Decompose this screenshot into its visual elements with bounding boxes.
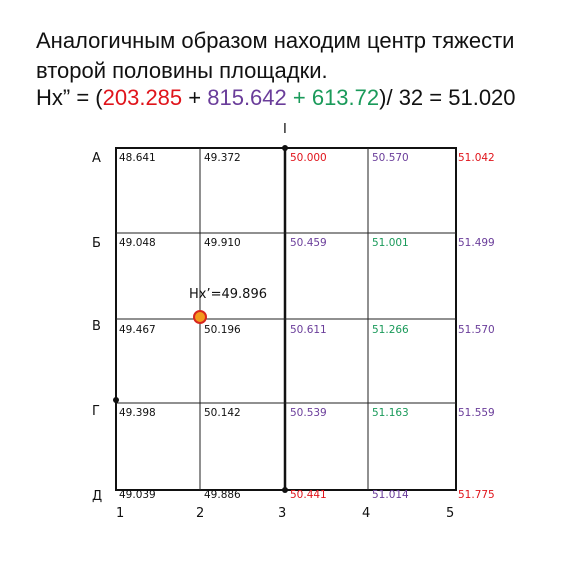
elevation-value: 51.163: [372, 407, 409, 419]
axis-dot-bottom: [282, 487, 288, 493]
heading-line-2: второй половины площадки.: [36, 58, 328, 83]
center-marker: [194, 311, 206, 323]
elevation-value: 51.014: [372, 489, 409, 501]
formula-plus-2: + 613.72: [286, 85, 380, 110]
row-label: В: [92, 319, 101, 334]
elevation-value: 51.499: [458, 237, 495, 249]
elevation-value: 51.042: [458, 152, 495, 164]
column-label: 1: [116, 506, 125, 521]
column-label: 3: [278, 506, 287, 521]
row-label: Б: [92, 236, 101, 251]
column-label: 5: [446, 506, 455, 521]
elevation-value: 50.142: [204, 407, 241, 419]
elevation-value: 51.559: [458, 407, 495, 419]
row-label: А: [92, 151, 101, 166]
column-label: 4: [362, 506, 371, 521]
elevation-value: 49.398: [119, 407, 156, 419]
elevation-value: 49.910: [204, 237, 241, 249]
formula-value-1: 203.285: [102, 85, 183, 110]
elevation-value: 50.539: [290, 407, 327, 419]
elevation-value: 50.611: [290, 324, 327, 336]
heading-line-1: Аналогичным образом находим центр тяжести: [36, 28, 515, 53]
elevation-value: 50.000: [290, 152, 327, 164]
elevation-value: 49.048: [119, 237, 156, 249]
formula-suffix: )/ 32 = 51.020: [379, 85, 516, 110]
elevation-value: 50.441: [290, 489, 327, 501]
elevation-value: 50.570: [372, 152, 409, 164]
elevation-value: 49.886: [204, 489, 241, 501]
elevation-value: 51.570: [458, 324, 495, 336]
center-annotation: Hx’=49.896: [189, 287, 267, 302]
axis-label: I: [283, 122, 287, 137]
edge-dot-left: [113, 397, 119, 403]
elevation-value: 48.641: [119, 152, 156, 164]
elevation-value: 50.196: [204, 324, 241, 336]
formula-prefix: Hx” = (: [36, 85, 103, 110]
elevation-value: 49.372: [204, 152, 241, 164]
column-label: 2: [196, 506, 205, 521]
elevation-value: 51.775: [458, 489, 495, 501]
row-label: Г: [92, 404, 100, 419]
row-label: Д: [92, 489, 103, 504]
elevation-value: 50.459: [290, 237, 327, 249]
elevation-value: 51.266: [372, 324, 409, 336]
elevation-value: 49.467: [119, 324, 156, 336]
formula-plus-1: +: [182, 85, 208, 110]
elevation-value: 51.001: [372, 237, 409, 249]
elevation-value: 49.039: [119, 489, 156, 501]
formula-value-2: 815.642: [207, 85, 287, 110]
axis-dot-top: [282, 145, 288, 151]
